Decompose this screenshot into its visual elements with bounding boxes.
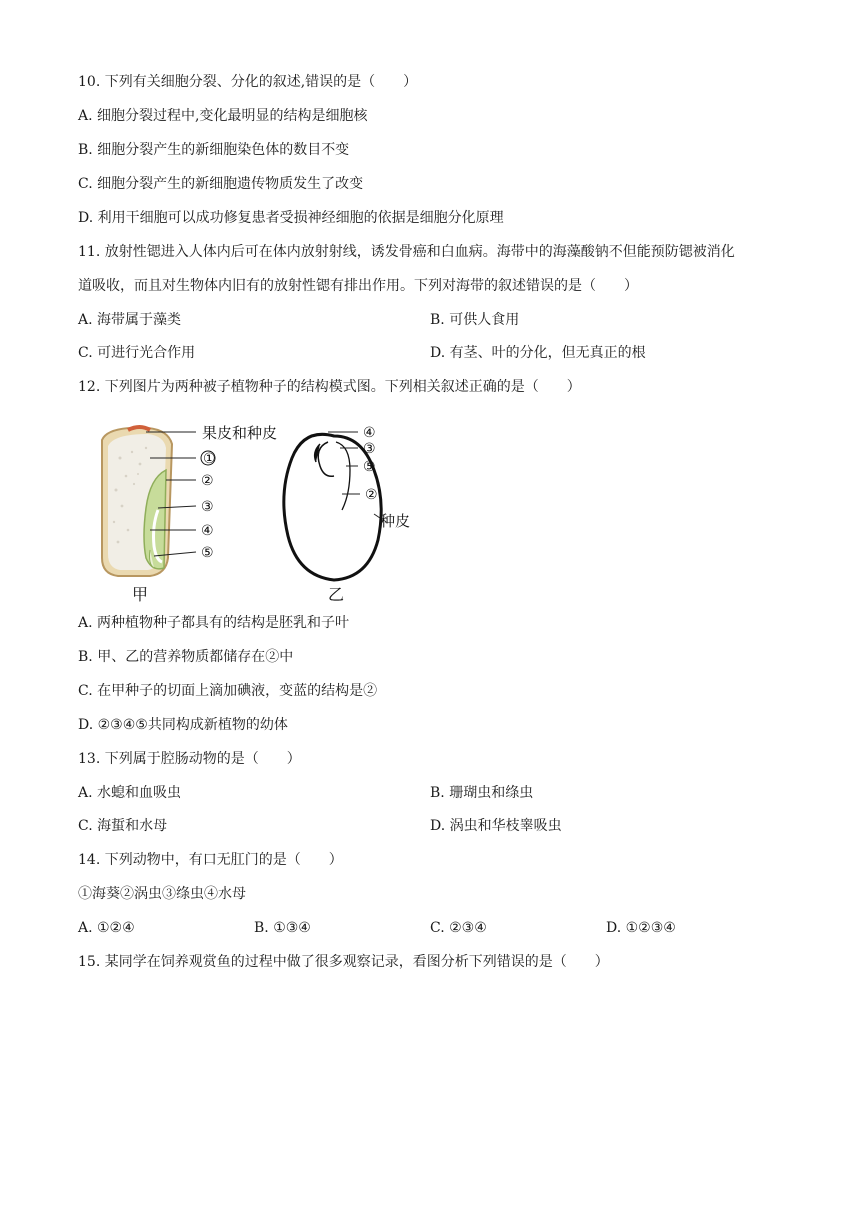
question-11-option-b: B. 可供人食用 <box>430 312 520 328</box>
jia-pericarp-label: 果皮和种皮 <box>202 424 278 442</box>
jia-part-2: ② <box>201 473 214 489</box>
question-14-stem: 14. 下列动物中，有口无肛门的是（ ） <box>78 852 343 868</box>
question-13-option-a: A. 水螅和血吸虫 <box>78 785 182 801</box>
yi-title: 乙 <box>328 585 345 604</box>
question-12-option-a: A. 两种植物种子都具有的结构是胚乳和子叶 <box>78 615 350 631</box>
question-13-option-b: B. 珊瑚虫和绦虫 <box>430 785 534 801</box>
question-10-option-a: A. 细胞分裂过程中,变化最明显的结构是细胞核 <box>78 108 368 124</box>
question-11-stem-line-2: 道吸收，而且对生物体内旧有的放射性锶有排出作用。下列对海带的叙述错误的是（ ） <box>78 278 638 294</box>
seed-diagram <box>88 418 438 608</box>
question-12-option-b: B. 甲、乙的营养物质都储存在②中 <box>78 649 294 665</box>
jia-title: 甲 <box>132 585 149 604</box>
question-12-option-c: C. 在甲种子的切面上滴加碘液，变蓝的结构是② <box>78 683 378 699</box>
question-10-option-d: D. 利用干细胞可以成功修复患者受损神经细胞的依据是细胞分化原理 <box>78 210 504 226</box>
question-11-stem-line-1: 11. 放射性锶进入人体内后可在体内放射射线，诱发骨癌和白血病。海带中的海藻酸钠不但能预防锶被消化 <box>78 244 735 260</box>
question-14-items: ①海葵②涡虫③绦虫④水母 <box>78 886 246 902</box>
yi-part-4: ④ <box>363 425 376 441</box>
question-13-option-d: D. 涡虫和华枝睾吸虫 <box>430 818 562 834</box>
question-11-option-d: D. 有茎、叶的分化，但无真正的根 <box>430 345 646 361</box>
seed-structure-figure <box>88 418 438 608</box>
question-11-option-a: A. 海带属于藻类 <box>78 312 182 328</box>
seed-jia <box>102 427 172 576</box>
question-13-stem: 13. 下列属于腔肠动物的是（ ） <box>78 751 301 767</box>
question-10-option-b: B. 细胞分裂产生的新细胞染色体的数目不变 <box>78 142 350 158</box>
question-11-option-c: C. 可进行光合作用 <box>78 345 196 361</box>
yi-part-3: ③ <box>363 441 376 457</box>
jia-part-4: ④ <box>201 523 214 539</box>
question-14-option-d: D. ①②③④ <box>606 920 676 936</box>
yi-seedcoat-label: 种皮 <box>380 512 411 530</box>
question-10-option-c: C. 细胞分裂产生的新细胞遗传物质发生了改变 <box>78 176 364 192</box>
jia-part-1: ① <box>203 451 216 467</box>
yi-part-2: ② <box>365 487 378 503</box>
question-15-stem: 15. 某同学在饲养观赏鱼的过程中做了很多观察记录，看图分析下列错误的是（ ） <box>78 954 609 970</box>
question-12-option-d: D. ②③④⑤共同构成新植物的幼体 <box>78 717 288 733</box>
question-14-option-b: B. ①③④ <box>254 920 311 936</box>
jia-part-3: ③ <box>201 499 214 515</box>
question-13-option-c: C. 海蜇和水母 <box>78 818 168 834</box>
question-10-stem: 10. 下列有关细胞分裂、分化的叙述,错误的是（ ） <box>78 74 418 90</box>
question-12-stem: 12. 下列图片为两种被子植物种子的结构模式图。下列相关叙述正确的是（ ） <box>78 379 581 395</box>
yi-part-5: ⑤ <box>363 459 376 475</box>
question-14-option-c: C. ②③④ <box>430 920 487 936</box>
question-14-option-a: A. ①②④ <box>78 920 135 936</box>
jia-part-5: ⑤ <box>201 545 214 561</box>
